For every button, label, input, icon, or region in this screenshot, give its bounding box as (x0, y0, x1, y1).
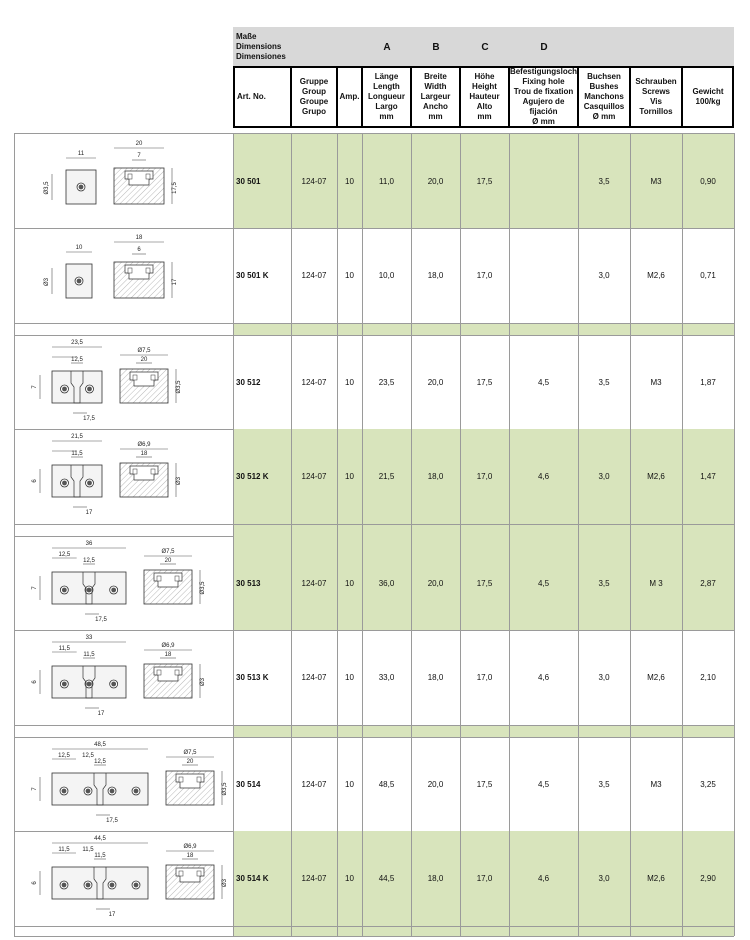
column-header-fixing-line: Trou de fixation (513, 87, 574, 96)
drawing-row-4-dim-label: 12,5 (58, 552, 71, 558)
cell-height: 17,0 (476, 472, 493, 481)
drawing-row-2-dim-label: 20 (140, 357, 148, 363)
cell-screws: M3 (650, 176, 662, 186)
dim-letter-b: B (432, 42, 440, 53)
drawing-row-7-dim-label: Ø6,9 (183, 844, 197, 850)
row-divider (14, 926, 734, 927)
column-header-length-line: Länge (374, 72, 399, 81)
drawing-row-5-dim-label: 17 (97, 711, 105, 717)
group-spacer (233, 926, 734, 936)
drawing-row-3-dim-label: Ø3 (176, 476, 182, 486)
cell-group: 124-07 (301, 673, 327, 682)
column-header-height-line: Hauteur (469, 92, 500, 101)
cell-height: 17,5 (476, 377, 493, 387)
column-header-bushes-line: Manchons (584, 92, 624, 101)
cell-length: 10,0 (378, 271, 395, 280)
cell-screws: M3 (650, 779, 662, 789)
drawing-row-6-dim-label: 48,5 (94, 742, 106, 748)
drawing-row-0-dim-label: Ø3,5 (44, 181, 50, 195)
column-header-length-line: mm (379, 112, 394, 121)
cell-fixing: 4,5 (537, 578, 550, 588)
column-divider (509, 133, 510, 936)
cell-group: 124-07 (301, 377, 327, 387)
row-divider (14, 936, 734, 937)
cell-weight: 3,25 (700, 779, 716, 789)
drawing-row-5-dim-label: 11,5 (58, 646, 70, 652)
cell-height: 17,5 (476, 176, 493, 186)
column-divider (460, 133, 461, 936)
row-divider (14, 524, 734, 525)
drawing-row-4-dim-label: Ø7,5 (161, 549, 175, 555)
cell-art: 30 512 (236, 377, 261, 387)
cell-fixing: 4,5 (537, 377, 550, 387)
column-header-bushes-line: Buchsen (587, 72, 621, 81)
column-header-height (460, 66, 509, 128)
drawing-row-1-dim-label: 10 (75, 245, 83, 251)
column-header-fixing-line: Fixing hole (522, 77, 565, 86)
group-spacer (233, 323, 734, 335)
technical-drawing (14, 737, 233, 831)
column-header-fixing (509, 66, 578, 128)
column-divider (411, 133, 412, 936)
cell-screws: M2,6 (647, 874, 665, 883)
column-header-group-line: Groupe (299, 97, 329, 106)
drawing-row-6-dim-label: 12,5 (58, 753, 70, 759)
cell-length: 23,5 (378, 377, 395, 387)
column-header-width-line: Ancho (423, 102, 448, 111)
column-header-screws (630, 66, 682, 128)
cell-fixing: 4,6 (537, 472, 550, 481)
column-header-height-line: Alto (476, 102, 493, 111)
cell-height: 17,5 (476, 779, 493, 789)
column-header-bushes-line: Ø mm (592, 112, 616, 121)
column-header-separator (336, 66, 338, 128)
cell-fixing: 4,5 (537, 779, 550, 789)
cell-amp: 10 (345, 673, 354, 682)
cell-group: 124-07 (301, 578, 327, 588)
column-header-bushes (578, 66, 630, 128)
cell-length: 44,5 (378, 874, 395, 883)
cell-fixing: 4,6 (537, 673, 550, 682)
column-header-width (411, 66, 460, 128)
column-header-screws-line: Schrauben (635, 77, 677, 86)
drawing-row-7-dim-label: 44,5 (94, 836, 106, 842)
cell-screws: M2,6 (647, 271, 665, 280)
drawing-row-6-dim-label: 17,5 (106, 818, 118, 824)
cell-bushes: 3,5 (598, 377, 610, 387)
column-header-art-line: Art. No. (237, 92, 266, 101)
cell-screws: M 3 (649, 578, 663, 588)
column-header-group-line: Grupo (301, 107, 326, 116)
cell-amp: 10 (345, 874, 354, 883)
column-header-length-line: Longueur (368, 92, 405, 101)
cell-weight: 0,71 (700, 271, 716, 280)
column-header-screws-line: Tornillos (639, 107, 673, 116)
cell-screws: M2,6 (647, 673, 665, 682)
column-header-group-line: Group (301, 87, 326, 96)
cell-width: 20,0 (427, 176, 444, 186)
column-divider (362, 133, 363, 936)
drawing-row-3-dim-label: 17 (85, 510, 93, 516)
cell-weight: 2,90 (700, 874, 716, 883)
column-header-length-line: Largo (375, 102, 398, 111)
column-header-bushes-line: Bushes (589, 82, 619, 91)
drawing-row-5-dim-label: 33 (85, 635, 93, 641)
column-header-amp (337, 66, 362, 128)
drawing-row-5-dim-label: 18 (164, 652, 172, 658)
technical-drawing (14, 134, 233, 228)
drawing-row-6-dim-label: 12,5 (94, 759, 106, 765)
cell-fixing: 4,6 (537, 874, 550, 883)
cell-width: 18,0 (427, 874, 444, 883)
drawing-row-7-dim-label: 11,5 (94, 853, 106, 859)
technical-drawing (14, 335, 233, 429)
column-header-weight (682, 66, 734, 128)
drawing-row-6-dim-label: 12,5 (82, 753, 94, 759)
drawing-row-5-dim-label: 11,5 (83, 652, 95, 658)
cell-bushes: 3,0 (598, 874, 610, 883)
drawing-row-4-dim-label: 36 (85, 541, 93, 547)
column-header-height-line: Höhe (474, 72, 495, 81)
cell-bushes: 3,5 (598, 176, 610, 186)
technical-drawing (14, 228, 233, 323)
column-divider (291, 133, 292, 936)
cell-group: 124-07 (301, 271, 327, 280)
cell-weight: 1,87 (700, 377, 716, 387)
column-divider (630, 133, 631, 936)
column-header-separator (290, 66, 292, 128)
cell-weight: 2,87 (700, 578, 716, 588)
cell-amp: 10 (345, 271, 354, 280)
column-header-weight-line: 100/kg (695, 97, 721, 106)
cell-amp: 10 (345, 377, 354, 387)
cell-fixing (509, 134, 578, 228)
column-header-separator (577, 66, 579, 128)
cell-weight: 1,47 (700, 472, 716, 481)
cell-length: 21,5 (378, 472, 395, 481)
column-header-fixing-line: Agujero de fijación (522, 97, 565, 116)
dimensions-label-es: Dimensiones (236, 52, 286, 61)
drawing-row-1-dim-label: 18 (135, 235, 143, 241)
column-divider (578, 133, 579, 936)
cell-width: 20,0 (427, 779, 444, 789)
drawing-row-3-dim-label: 18 (140, 451, 148, 457)
column-header-width-line: Breite (424, 72, 447, 81)
column-header-fixing-line: Befestigungsloch (509, 67, 578, 76)
cell-height: 17,0 (476, 673, 493, 682)
cell-group: 124-07 (301, 874, 327, 883)
cell-length: 33,0 (378, 673, 395, 682)
cell-fixing (509, 228, 578, 323)
drawing-row-7-dim-label: 17 (108, 912, 116, 918)
cell-group: 124-07 (301, 176, 327, 186)
dimensions-label-de: Maße (236, 32, 257, 41)
drawing-row-7-dim-label: 11,5 (58, 847, 70, 853)
column-header-group (291, 66, 337, 128)
drawing-row-0-dim-label: 11 (77, 151, 85, 157)
drawing-row-7-dim-label: Ø3 (222, 878, 228, 888)
drawing-row-4-dim-label: 12,5 (83, 558, 95, 564)
drawing-row-7-dim-label: 11,5 (82, 847, 94, 853)
dim-letter-c: C (481, 42, 489, 53)
drawing-row-3-dim-label: 21,5 (71, 434, 83, 440)
column-divider (14, 133, 15, 936)
drawing-row-2-dim-label: Ø7,5 (137, 348, 151, 354)
cell-amp: 10 (345, 176, 354, 186)
cell-art: 30 512 K (236, 472, 269, 481)
cell-group: 124-07 (301, 779, 327, 789)
cell-art: 30 501 K (236, 271, 269, 280)
drawing-row-2-dim-label: 17,5 (83, 416, 95, 422)
column-header-length-line: Length (373, 82, 400, 91)
column-header-width-line: mm (428, 112, 443, 121)
cell-length: 11,0 (379, 176, 394, 186)
cell-width: 20,0 (427, 578, 444, 588)
cell-height: 17,0 (476, 271, 493, 280)
column-header-width-line: Width (424, 82, 447, 91)
column-header-height-line: Height (472, 82, 497, 91)
drawing-row-0-dim-label: 17,5 (172, 182, 178, 194)
column-header-amp-line: Amp. (339, 92, 360, 101)
drawing-row-2-dim-label: 23,5 (71, 340, 83, 346)
column-header-screws-line: Vis (650, 97, 662, 106)
cell-bushes: 3,5 (598, 779, 610, 789)
drawing-row-6-dim-label: Ø7,5 (183, 750, 197, 756)
cell-art: 30 513 K (236, 673, 269, 682)
cell-bushes: 3,0 (598, 271, 610, 280)
drawing-row-1-dim-label: 17 (172, 278, 178, 286)
cell-screws: M2,6 (647, 472, 665, 481)
column-divider (233, 133, 234, 936)
drawing-row-2-dim-label: Ø3,5 (176, 380, 182, 394)
column-divider (337, 133, 338, 936)
dim-letter-a: A (383, 42, 391, 53)
column-header-separator (410, 66, 412, 128)
column-header-separator (681, 66, 683, 128)
drawing-row-3-dim-label: Ø6,9 (137, 442, 151, 448)
drawing-row-5-dim-label: Ø6,9 (161, 643, 175, 649)
cell-art: 30 501 (236, 176, 261, 186)
drawing-row-6-dim-label: Ø3,5 (222, 782, 228, 796)
drawing-row-6-dim-label: 20 (186, 759, 194, 765)
technical-drawing (14, 630, 233, 725)
cell-amp: 10 (345, 578, 354, 588)
column-header-art (233, 66, 291, 128)
row-divider (14, 725, 734, 726)
cell-width: 20,0 (427, 377, 444, 387)
cell-width: 18,0 (427, 472, 444, 481)
column-header-screws-line: Screws (641, 87, 671, 96)
technical-drawing (14, 536, 233, 630)
drawing-row-7-dim-label: 18 (186, 853, 194, 859)
column-header-group-line: Gruppe (299, 77, 329, 86)
cell-bushes: 3,0 (598, 673, 610, 682)
drawing-row-3-dim-label: 6 (32, 479, 38, 483)
group-spacer (233, 725, 734, 737)
drawing-row-7-dim-label: 6 (32, 881, 38, 885)
cell-art: 30 513 (236, 578, 261, 588)
row-divider (14, 323, 734, 324)
drawing-row-2-dim-label: 12,5 (71, 357, 83, 363)
drawing-row-0-dim-label: 20 (135, 141, 143, 147)
drawing-row-3-dim-label: 11,5 (71, 451, 83, 457)
cell-height: 17,0 (476, 874, 493, 883)
column-header-separator (459, 66, 461, 128)
cell-weight: 2,10 (700, 673, 716, 682)
dim-letter-d: D (540, 42, 548, 53)
column-header-width-line: Largeur (420, 92, 451, 101)
column-divider (734, 133, 735, 936)
group-spacer (233, 524, 734, 536)
drawing-row-5-dim-label: 6 (32, 680, 38, 684)
column-header-weight-line: Gewicht (692, 87, 724, 96)
drawing-row-6-dim-label: 7 (32, 787, 38, 791)
cell-width: 18,0 (427, 271, 444, 280)
cell-art: 30 514 (236, 779, 261, 789)
column-header-separator (361, 66, 363, 128)
drawing-row-1-dim-label: 6 (137, 247, 141, 253)
column-header-fixing-line: Ø mm (532, 117, 555, 126)
cell-bushes: 3,5 (598, 578, 610, 588)
column-header-length (362, 66, 411, 128)
cell-group: 124-07 (301, 472, 327, 481)
drawing-row-4-dim-label: 7 (32, 586, 38, 590)
column-header-bushes-line: Casquillos (583, 102, 625, 111)
drawing-row-4-dim-label: 20 (164, 558, 172, 564)
drawing-row-4-dim-label: Ø3,5 (200, 581, 206, 595)
dimensions-label-en: Dimensions (236, 42, 282, 51)
cell-height: 17,5 (476, 578, 493, 588)
drawing-row-5-dim-label: Ø3 (200, 677, 206, 687)
cell-length: 36,0 (378, 578, 395, 588)
column-header-separator (629, 66, 631, 128)
technical-drawing (14, 429, 233, 524)
cell-screws: M3 (650, 377, 662, 387)
cell-weight: 0,90 (700, 176, 716, 186)
drawing-row-4-dim-label: 17,5 (95, 617, 107, 623)
cell-bushes: 3,0 (598, 472, 610, 481)
cell-width: 18,0 (427, 673, 444, 682)
technical-drawing (14, 831, 233, 926)
drawing-row-1-dim-label: Ø3 (44, 277, 50, 287)
column-divider (682, 133, 683, 936)
cell-length: 48,5 (378, 779, 395, 789)
cell-amp: 10 (345, 779, 354, 789)
dimensions-label (236, 32, 286, 62)
cell-art: 30 514 K (236, 874, 269, 883)
cell-amp: 10 (345, 472, 354, 481)
drawing-row-0-dim-label: 7 (137, 153, 141, 159)
column-header-height-line: mm (477, 112, 492, 121)
column-header-separator (508, 66, 510, 128)
drawing-row-2-dim-label: 7 (32, 385, 38, 389)
